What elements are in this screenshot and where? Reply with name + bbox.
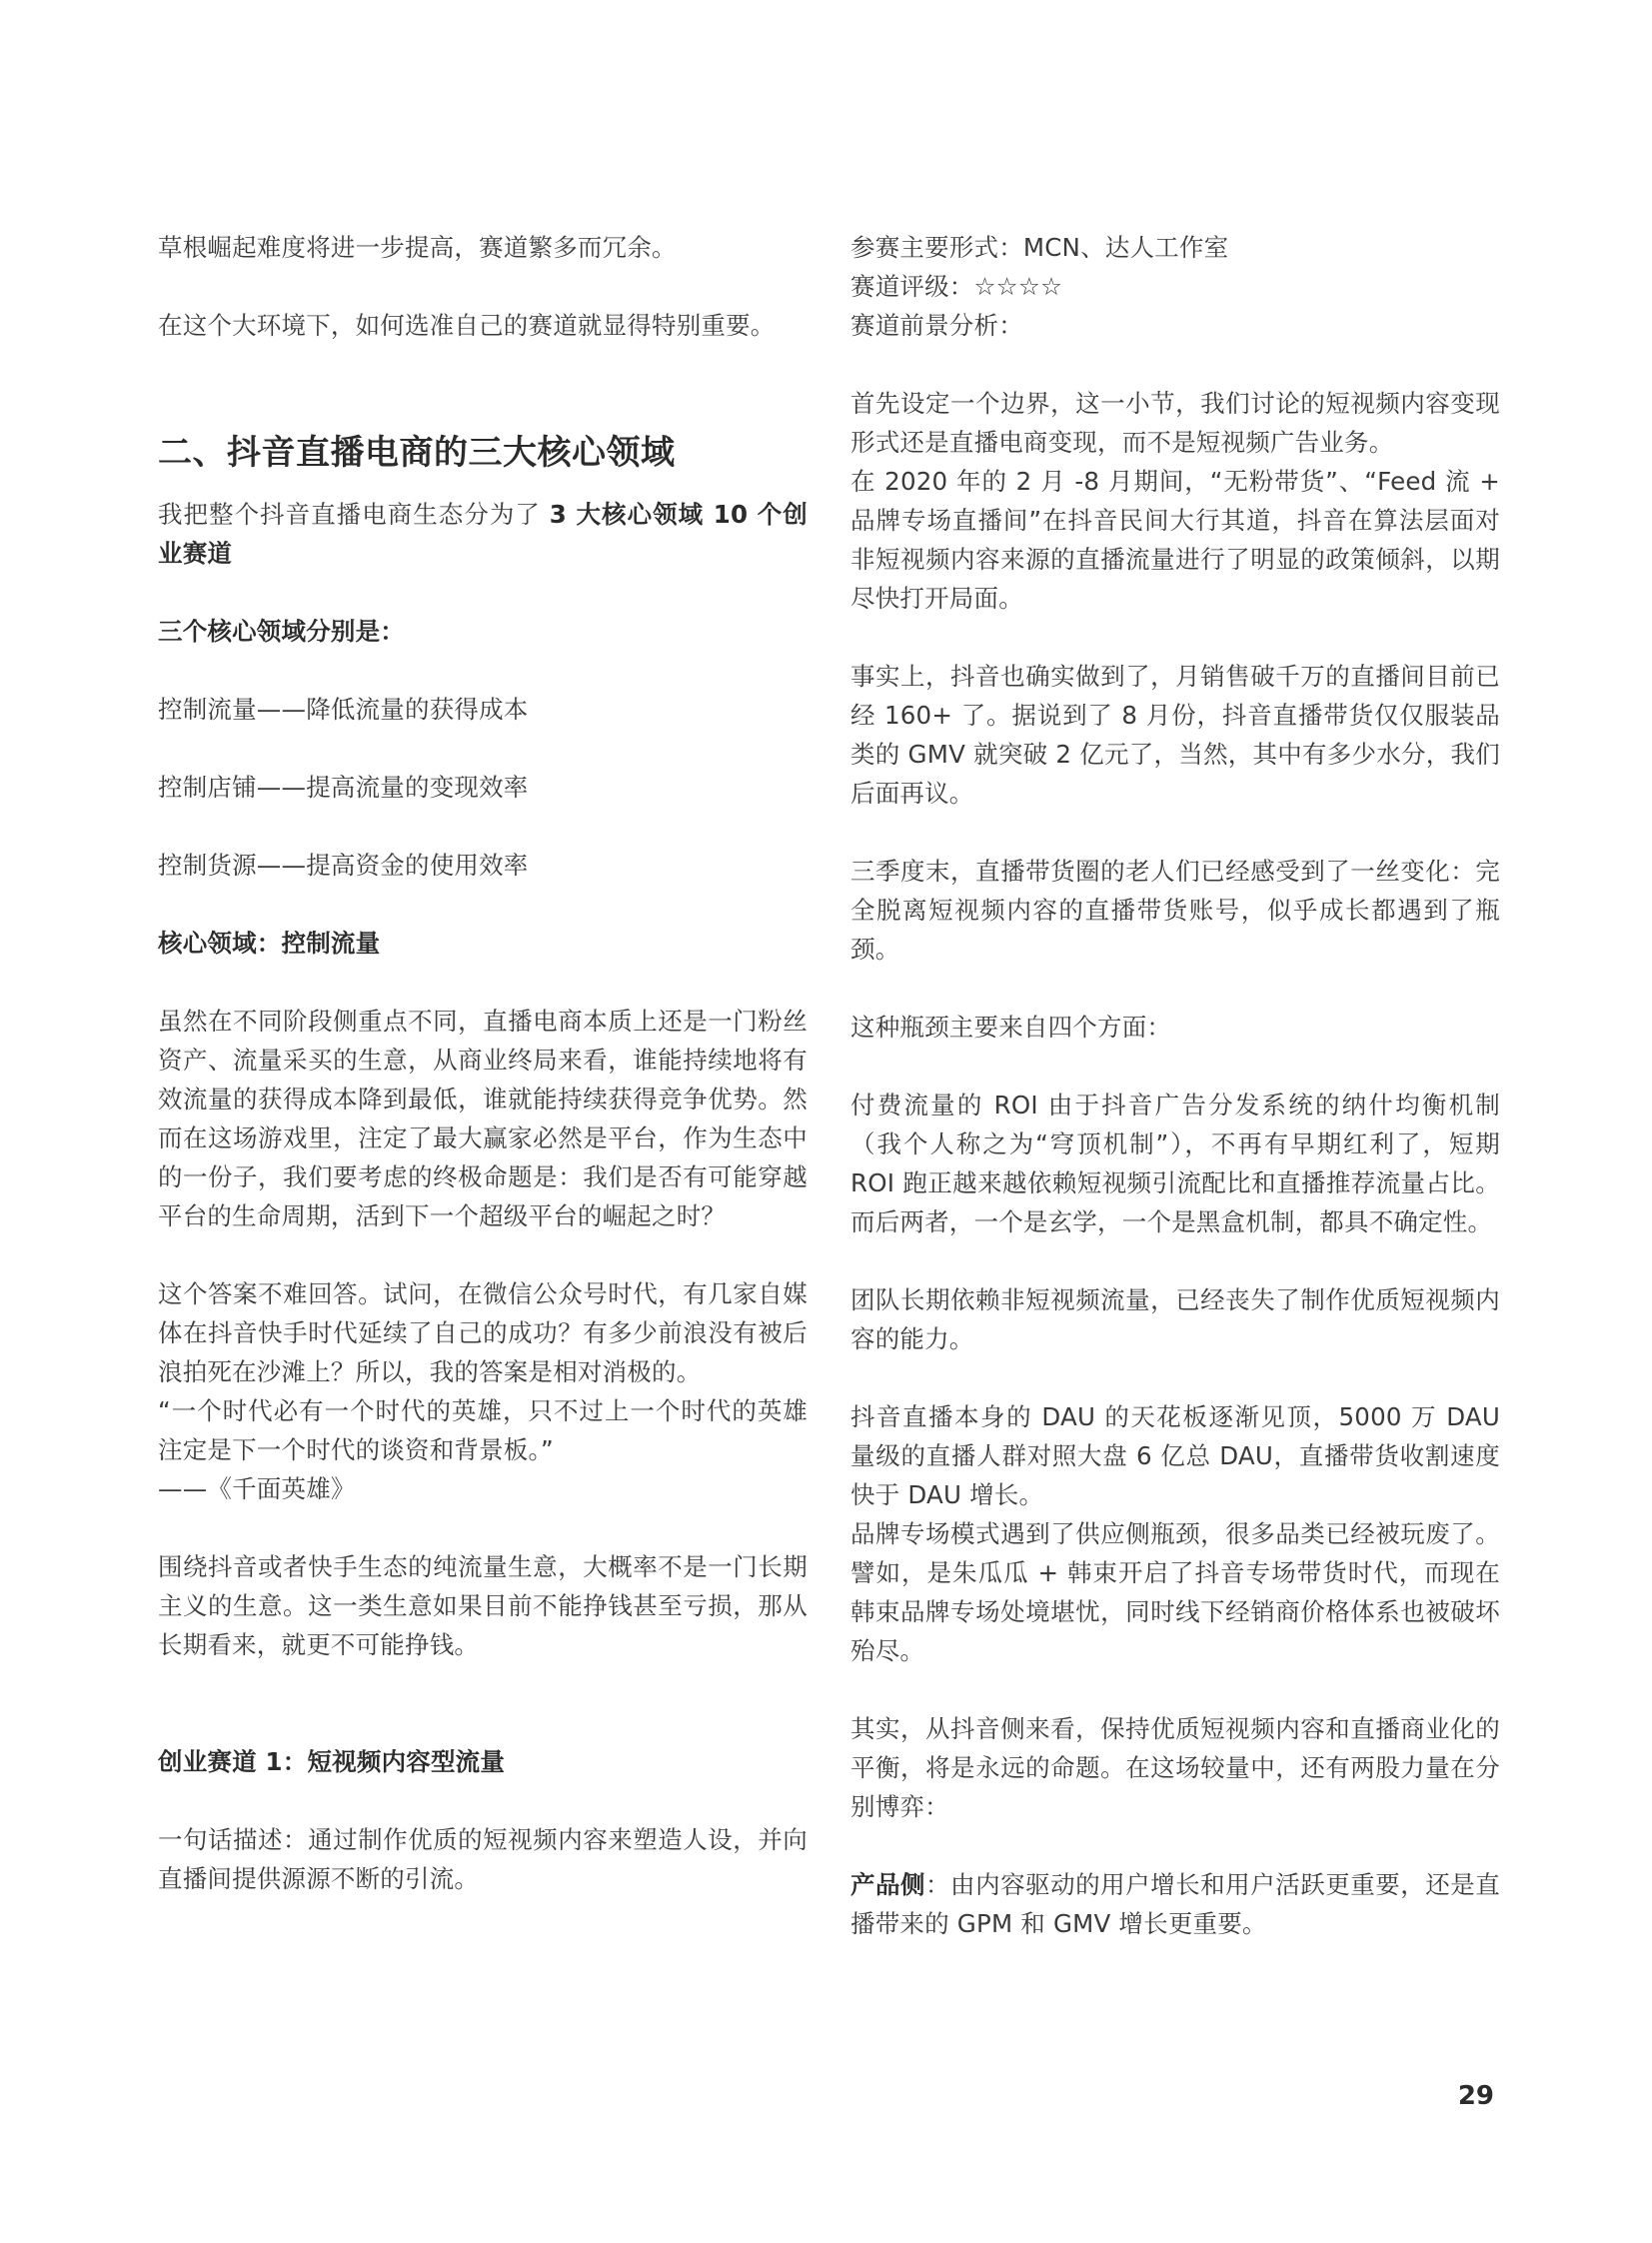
page-number: 29 [1457, 2081, 1494, 2111]
paragraph [158, 495, 808, 573]
paragraph: 这个答案不难回答。试问，在微信公众号时代，有几家自媒体在抖音快手时代延续了自己的成功？有多少前浪没有被后浪拍死在沙滩上？所以，我的答案是相对消极的。 [158, 1279, 808, 1386]
paragraph: 品牌专场模式遇到了供应侧瓶颈，很多品类已经被玩废了。譬如，是朱瓜瓜 + 韩束开启了抖音专场带货时代，而现在韩束品牌专场处境堪忧，同时线下经销商价格体系也被破坏殆尽。 [850, 1519, 1500, 1665]
left-column [158, 228, 808, 1898]
paragraph: 这种瓶颈主要来自四个方面： [850, 1013, 1172, 1042]
paragraph [850, 1865, 1500, 1943]
intro-text: 我把整个抖音直播电商生态分为了 [158, 500, 550, 529]
subheading: 核心领域：控制流量 [158, 929, 381, 958]
paragraph: 事实上，抖音也确实做到了，月销售破千万的直播间目前已经 160+ 了。据说到了 8 月份，抖音直播带货仅仅服装品类的 GMV 就突破 2 亿元了，当然，其中有多少水分，我们后面再议。 [850, 662, 1500, 808]
paragraph: 抖音直播本身的 DAU 的天花板逐渐见顶，5000 万 DAU 量级的直播人群对照大盘 6 亿总 DAU，直播带货收割速度快于 DAU 增长。 [850, 1402, 1500, 1509]
paragraph: 一句话描述：通过制作优质的短视频内容来塑造人设，并向直播间提供源源不断的引流。 [158, 1825, 808, 1893]
right-column [850, 228, 1500, 1943]
paragraph: 控制店铺——提高流量的变现效率 [158, 773, 529, 802]
product-side-label: 产品侧 [850, 1870, 926, 1899]
product-side-text: ：由内容驱动的用户增长和用户活跃更重要，还是直播带来的 GPM 和 GMV 增长更重要。 [850, 1870, 1500, 1938]
paragraph: 参赛主要形式：MCN、达人工作室 [850, 233, 1229, 262]
quote-attribution: ——《千面英雄》 [158, 1474, 356, 1503]
paragraph: 其实，从抖音侧来看，保持优质短视频内容和直播商业化的平衡，将是永远的命题。在这场较量中，还有两股力量在分别博弈： [850, 1714, 1500, 1821]
paragraph: 草根崛起难度将进一步提高，赛道繁多而冗余。 [158, 233, 677, 262]
paragraph: 团队长期依赖非短视频流量，已经丧失了制作优质短视频内容的能力。 [850, 1285, 1500, 1353]
intro-bold: 3 大核心领域 10 个创业赛道 [158, 500, 808, 568]
paragraph: 三季度末，直播带货圈的老人们已经感受到了一丝变化：完全脱离短视频内容的直播带货账号，似乎成长都遇到了瓶颈。 [850, 857, 1500, 964]
paragraph: 在 2020 年的 2 月 -8 月期间，“无粉带货”、“Feed 流 + 品牌专场直播间”在抖音民间大行其道，抖音在算法层面对非短视频内容来源的直播流量进行了明显的政策倾斜，以期尽快打开局面。 [850, 467, 1500, 613]
paragraph: 控制流量——降低流量的获得成本 [158, 695, 529, 724]
subheading: 三个核心领域分别是： [158, 617, 405, 646]
quote: “一个时代必有一个时代的英雄，只不过上一个时代的英雄注定是下一个时代的谈资和背景板。” [158, 1396, 808, 1464]
paragraph: 付费流量的 ROI 由于抖音广告分发系统的纳什均衡机制（我个人称之为“穹顶机制”），不再有早期红利了，短期 ROI 跑正越来越依赖短视频引流配比和直播推荐流量占比。而后两者，一个是玄学，一个是黑盒机制，都具不确定性。 [850, 1091, 1500, 1236]
paragraph: 首先设定一个边界，这一小节，我们讨论的短视频内容变现形式还是直播电商变现，而不是短视频广告业务。 [850, 389, 1500, 457]
rating: 赛道评级：☆☆☆☆ [850, 272, 1063, 301]
paragraph: 赛道前景分析： [850, 311, 1023, 340]
paragraph: 在这个大环境下，如何选准自己的赛道就显得特别重要。 [158, 311, 776, 340]
subheading: 创业赛道 1：短视频内容型流量 [158, 1747, 506, 1776]
paragraph: 围绕抖音或者快手生态的纯流量生意，大概率不是一门长期主义的生意。这一类生意如果目前不能挣钱甚至亏损，那从长期看来，就更不可能挣钱。 [158, 1552, 808, 1659]
section-heading: 二、抖音直播电商的三大核心领域 [158, 433, 676, 473]
paragraph: 控制货源——提高资金的使用效率 [158, 851, 529, 880]
paragraph: 虽然在不同阶段侧重点不同，直播电商本质上还是一门粉丝资产、流量采买的生意，从商业终局来看，谁能持续地将有效流量的获得成本降到最低，谁就能持续获得竞争优势。然而在这场游戏里，注定了最大赢家必然是平台，作为生态中的一份子，我们要考虑的终极命题是：我们是否有可能穿越平台的生命周期，活到下一个超级平台的崛起之时？ [158, 1007, 808, 1230]
